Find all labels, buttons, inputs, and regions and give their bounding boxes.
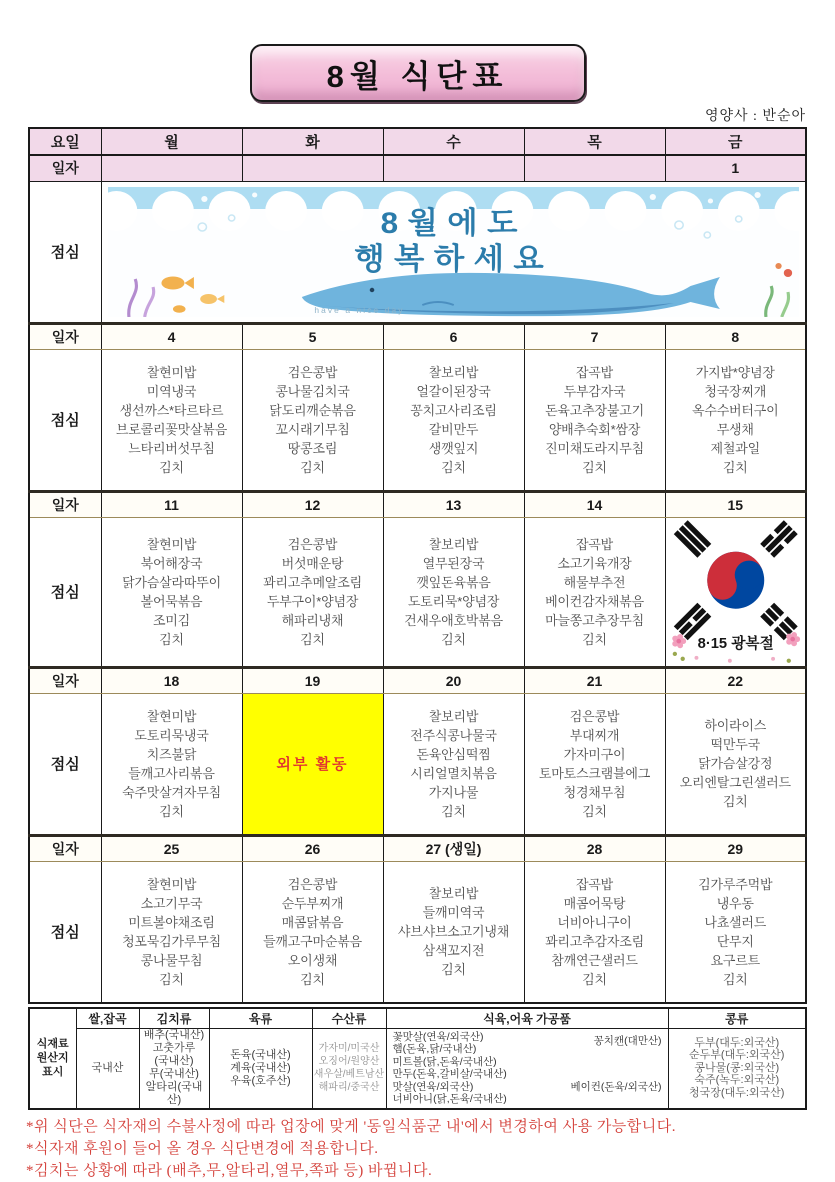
menu-item: 김치	[159, 631, 184, 647]
origin-cell	[139, 1028, 209, 1109]
menu-item: 참깨연근샐러드	[551, 952, 638, 968]
menu-item: 김치	[582, 971, 607, 987]
menu-item: 전주식콩나물국	[410, 727, 497, 743]
menu-item: 마늘쫑고추장무침	[545, 612, 644, 628]
menu-item: 검은콩밥	[287, 364, 338, 380]
origin-column-header: 쌀,잡곡	[76, 1008, 139, 1028]
menu-cell	[101, 861, 242, 1003]
date-cell: 29	[665, 835, 806, 861]
menu-item: 너비아니구이	[557, 914, 632, 930]
menu-item: 브로콜리꽃맛살볶음	[115, 421, 228, 437]
origin-item: 해파리/중국산	[318, 1082, 380, 1093]
day-header-cell: 목	[524, 128, 665, 155]
menu-item: 검은콩밥	[569, 708, 620, 724]
menu-item: 들깨고구마순볶음	[263, 933, 362, 949]
menu-item: 돈육안심떡찜	[416, 746, 491, 762]
menu-item: 가지나물	[428, 784, 479, 800]
menu-item: 꽈리고추메알조림	[263, 574, 362, 590]
origin-item: 배추(국내산)	[143, 1029, 205, 1041]
menu-item: 콩나물무침	[140, 952, 203, 968]
title-area	[0, 0, 835, 102]
menu-item: 찰현미밥	[146, 876, 197, 892]
date-cell: 22	[665, 667, 806, 693]
menu-cell	[242, 517, 383, 667]
processed-items-right	[570, 1031, 661, 1106]
origin-item: 숙주(녹두:외국산)	[694, 1074, 780, 1087]
menu-item: 김치	[300, 631, 325, 647]
menu-item: 미역냉국	[146, 383, 197, 399]
menu-item: 나쵸샐러드	[704, 914, 767, 930]
menu-cell	[383, 349, 524, 491]
menu-item: 잡곡밥	[575, 876, 614, 892]
menu-cell	[383, 693, 524, 835]
menu-item: 꽈리고추감자조림	[545, 933, 644, 949]
menu-item: 김치	[300, 459, 325, 475]
menu-cell	[101, 693, 242, 835]
menu-cell	[242, 861, 383, 1003]
day-header-cell: 수	[383, 128, 524, 155]
origin-content-row	[29, 1028, 806, 1109]
menu-item: 소고기육개장	[557, 555, 632, 571]
origin-item: 새우살/베트남산	[313, 1069, 385, 1080]
origin-table	[28, 1007, 807, 1110]
origin-column-header: 육류	[209, 1008, 312, 1028]
menu-item: 가지밥*양념장	[695, 364, 775, 380]
menu-item: 김치	[582, 803, 607, 819]
menu-item: 열무된장국	[422, 555, 485, 571]
banner-cell	[101, 181, 806, 323]
origin-row-label	[29, 1008, 76, 1109]
menu-item: 청국장찌개	[704, 383, 767, 399]
menu-item: 순두부찌개	[281, 895, 344, 911]
date-cell: 18	[101, 667, 242, 693]
menu-item: 진미채도라지무침	[545, 440, 644, 456]
happy-august-banner-image	[108, 187, 800, 317]
menu-item: 찰보리밥	[428, 708, 479, 724]
banner-text-line1: 8월에도	[380, 205, 527, 240]
menu-item: 토마토스크램블에그	[538, 765, 651, 781]
menu-item: 부대찌개	[569, 727, 620, 743]
day-header-cell: 월	[101, 128, 242, 155]
menu-item: 숙주맛살겨자무침	[122, 784, 221, 800]
menu-item: 찰현미밥	[146, 364, 197, 380]
menu-cell	[101, 517, 242, 667]
menu-item: 옥수수버터구이	[691, 402, 779, 418]
menu-item: 무생채	[716, 421, 754, 437]
origin-header-row	[29, 1008, 806, 1028]
menu-item: 꼬시래기무침	[275, 421, 350, 437]
date-row	[29, 491, 806, 517]
menu-item: 양배추숙회*쌈장	[548, 421, 641, 437]
menu-item: 김치	[159, 803, 184, 819]
date-cell: 15	[665, 491, 806, 517]
origin-item: 미트볼(닭,돈육/국내산)	[392, 1055, 497, 1068]
banner-caption: have a nice day	[313, 305, 405, 315]
menu-cell	[101, 349, 242, 491]
date-row	[29, 155, 806, 181]
weekday-header-row	[29, 128, 806, 155]
menu-item: 김치	[722, 971, 748, 987]
menu-item: 찰현미밥	[146, 708, 197, 724]
date-cell	[383, 155, 524, 181]
processed-items-left	[393, 1031, 507, 1106]
origin-item: 가자미/미국산	[318, 1043, 380, 1054]
menu-item: 김치	[300, 971, 325, 987]
origin-item: 맛살(연육/외국산)	[392, 1080, 474, 1093]
menu-item: 찰보리밥	[428, 886, 479, 902]
lunch-row	[29, 181, 806, 323]
origin-item: 너비아니(닭,돈육/국내산)	[392, 1093, 507, 1105]
menu-item: 꽁치고사리조림	[410, 402, 497, 418]
menu-cell	[524, 693, 665, 835]
menu-item: 찰현미밥	[146, 536, 197, 552]
date-cell: 12	[242, 491, 383, 517]
lunch-row-label: 점심	[29, 861, 101, 1003]
origin-cell-processed	[386, 1028, 668, 1109]
lunch-row	[29, 349, 806, 491]
menu-table	[28, 127, 807, 1004]
origin-cell	[668, 1028, 806, 1109]
menu-item: 청경채무침	[563, 784, 626, 800]
page-title: 8월 식단표	[250, 44, 586, 102]
menu-item: 갈비만두	[428, 421, 479, 437]
menu-item: 김치	[441, 962, 466, 978]
menu-cell	[383, 861, 524, 1003]
origin-item: 고춧가루	[152, 1042, 196, 1054]
menu-cell	[383, 517, 524, 667]
menu-item: 도토리묵냉국	[134, 727, 209, 743]
date-cell: 8	[665, 323, 806, 349]
menu-item: 삼색꼬지전	[422, 943, 485, 959]
menu-item: 청포묵김가루무침	[122, 933, 221, 949]
menu-item: 잡곡밥	[575, 536, 614, 552]
menu-item: 베이컨감자채볶음	[545, 593, 644, 609]
origin-item: 꽁치캔(대만산)	[593, 1034, 662, 1047]
menu-item: 땅콩조림	[287, 440, 338, 456]
liberation-day-flag-image	[667, 519, 805, 665]
day-col-header: 요일	[29, 128, 101, 155]
lunch-row-label: 점심	[29, 517, 101, 667]
menu-item: 김치	[722, 794, 748, 809]
menu-cell	[524, 349, 665, 491]
menu-item: 치즈불닭	[146, 746, 197, 762]
origin-cell	[76, 1028, 139, 1109]
menu-cell	[524, 517, 665, 667]
origin-column-header: 수산류	[312, 1008, 386, 1028]
date-cell: 26	[242, 835, 383, 861]
menu-item: 해파리냉채	[281, 612, 344, 628]
origin-item: 콩나물(콩:외국산)	[694, 1061, 780, 1074]
menu-cell	[242, 349, 383, 491]
menu-item: 닭도리깨순볶음	[269, 402, 356, 418]
menu-item: 미트볼야채조림	[128, 914, 215, 930]
menu-item: 버섯매운탕	[281, 555, 344, 571]
origin-column-header: 식육,어육 가공품	[386, 1008, 668, 1028]
origin-item: 꽃맛살(연육/외국산)	[392, 1030, 484, 1043]
menu-item: 두부구이*양념장	[266, 593, 359, 609]
menu-item: 생선까스*타르타르	[119, 402, 224, 418]
menu-item: 북어해장국	[140, 555, 203, 571]
menu-cell	[524, 861, 665, 1003]
origin-row-label-line: 식재료	[36, 1038, 69, 1051]
menu-item: 김가루주먹밥	[698, 876, 773, 892]
origin-item: 돈육(국내산)	[230, 1048, 291, 1061]
date-row-label: 일자	[29, 835, 101, 861]
menu-item: 하이라이스	[704, 718, 767, 733]
menu-item: 돈육고추장불고기	[545, 402, 644, 418]
menu-item: 두부감자국	[563, 383, 626, 399]
liberation-day-cell	[665, 517, 806, 667]
menu-item: 냉우동	[716, 895, 754, 911]
nutritionist-label: 영양사 : 반순아	[704, 109, 806, 124]
menu-item: 매콤닭볶음	[281, 914, 344, 930]
origin-item: 두부(대두:외국산)	[694, 1036, 780, 1049]
menu-item: 잡곡밥	[575, 364, 614, 380]
banner-text-line2: 행복하세요	[353, 241, 553, 276]
date-row-label: 일자	[29, 667, 101, 693]
date-row-label: 일자	[29, 491, 101, 517]
menu-item: 가자미구이	[563, 746, 626, 762]
menu-item: 닭가슴살라따뚜이	[122, 574, 221, 590]
menu-item: 소고기무국	[140, 895, 203, 911]
lunch-row	[29, 517, 806, 667]
origin-cell	[312, 1028, 386, 1109]
menu-item: 검은콩밥	[287, 876, 338, 892]
menu-item: 찰보리밥	[428, 364, 479, 380]
menu-item: 제철과일	[710, 440, 760, 456]
footnotes	[26, 1116, 816, 1182]
menu-item: 샤브샤브소고기냉채	[397, 924, 510, 940]
origin-item: 알타리(국내산)	[145, 1081, 203, 1106]
origin-item: 우육(호주산)	[230, 1074, 291, 1087]
date-cell: 5	[242, 323, 383, 349]
origin-item: 만두(돈육,갈비살/국내산)	[392, 1068, 507, 1080]
menu-item: 요구르트	[710, 952, 760, 968]
date-cell	[242, 155, 383, 181]
date-row-label: 일자	[29, 155, 101, 181]
menu-item: 김치	[441, 459, 466, 475]
origin-row-label-line: 표시	[42, 1066, 64, 1079]
origin-item: 무(국내산)	[149, 1068, 199, 1080]
date-cell	[101, 155, 242, 181]
date-cell: 11	[101, 491, 242, 517]
menu-item: 오리엔탈그린샐러드	[679, 775, 791, 790]
date-row	[29, 835, 806, 861]
date-cell: 1	[665, 155, 806, 181]
menu-item: 느타리버섯무침	[128, 440, 215, 456]
menu-item: 해물부추전	[563, 574, 626, 590]
date-cell: 6	[383, 323, 524, 349]
origin-item: 순두부(대두:외국산)	[689, 1049, 785, 1062]
date-cell	[524, 155, 665, 181]
date-cell: 19	[242, 667, 383, 693]
day-header-cell: 금	[665, 128, 806, 155]
origin-item: 오징어/원양산	[318, 1056, 380, 1067]
outside-activity-cell: 외부 활동	[242, 693, 383, 835]
origin-cell	[209, 1028, 312, 1109]
menu-item: 건새우애호박볶음	[404, 612, 503, 628]
date-row-label: 일자	[29, 323, 101, 349]
menu-item: 오이생채	[287, 952, 338, 968]
liberation-day-label: 8·15 광복절	[697, 635, 774, 652]
menu-item: 조미김	[152, 612, 191, 628]
menu-item: 김치	[441, 631, 466, 647]
menu-item: 콩나물김치국	[275, 383, 350, 399]
menu-item: 김치	[159, 971, 184, 987]
menu-item: 찰보리밥	[428, 536, 479, 552]
menu-cell	[665, 693, 806, 835]
lunch-row-label: 점심	[29, 693, 101, 835]
menu-item: 얼갈이된장국	[416, 383, 491, 399]
menu-item: 김치	[159, 459, 184, 475]
lunch-row	[29, 861, 806, 1003]
day-header-cell: 화	[242, 128, 383, 155]
menu-item: 김치	[582, 631, 607, 647]
origin-row-label-line: 원산지	[36, 1052, 69, 1065]
origin-item: 계육(국내산)	[230, 1061, 291, 1074]
menu-item: 볼어묵볶음	[140, 593, 203, 609]
date-cell: 27 (생일)	[383, 835, 524, 861]
date-row	[29, 667, 806, 693]
menu-item: 매콤어묵탕	[563, 895, 626, 911]
origin-item: 햄(돈육,닭/국내산)	[392, 1043, 477, 1055]
menu-cell	[665, 861, 806, 1003]
date-cell: 14	[524, 491, 665, 517]
menu-item: 들깨미역국	[422, 905, 485, 921]
menu-item: 깻잎돈육볶음	[416, 574, 491, 590]
lunch-row-label: 점심	[29, 181, 101, 323]
menu-item: 도토리묵*양념장	[407, 593, 500, 609]
note-line: *식자재 후원이 들어 올 경우 식단변경에 적용합니다.	[26, 1140, 379, 1157]
origin-item: (국내산)	[154, 1055, 194, 1067]
origin-column-header: 콩류	[668, 1008, 806, 1028]
note-line: *김치는 상황에 따라 (배추,무,알타리,열무,쪽파 등) 바뀝니다.	[26, 1162, 433, 1179]
menu-item: 떡만두국	[710, 737, 760, 752]
origin-item: 청국장(대두:외국산)	[689, 1086, 785, 1099]
date-cell: 25	[101, 835, 242, 861]
origin-item: 국내산	[91, 1061, 124, 1074]
date-cell: 7	[524, 323, 665, 349]
date-cell: 21	[524, 667, 665, 693]
origin-item: 베이컨(돈육/외국산)	[570, 1080, 662, 1093]
menu-item: 김치	[582, 459, 607, 475]
menu-item: 단무지	[716, 933, 754, 949]
menu-item: 김치	[722, 459, 748, 475]
menu-item: 시리얼멸치볶음	[410, 765, 497, 781]
date-cell: 20	[383, 667, 524, 693]
date-cell: 28	[524, 835, 665, 861]
menu-item: 닭가슴살강정	[698, 756, 773, 771]
menu-item: 김치	[441, 803, 466, 819]
date-cell: 13	[383, 491, 524, 517]
menu-item: 검은콩밥	[287, 536, 338, 552]
lunch-row	[29, 693, 806, 835]
menu-item: 들깨고사리볶음	[128, 765, 215, 781]
date-cell: 4	[101, 323, 242, 349]
date-row	[29, 323, 806, 349]
origin-column-header: 김치류	[139, 1008, 209, 1028]
note-line: *위 식단은 식자재의 수불사정에 따라 업장에 맞게 '동일식품군 내'에서 변경하여 사용 가능합니다.	[26, 1118, 677, 1135]
processed-items	[393, 1031, 662, 1106]
lunch-row-label: 점심	[29, 349, 101, 491]
menu-cell	[665, 349, 806, 491]
menu-item: 생깻잎지	[428, 440, 479, 456]
